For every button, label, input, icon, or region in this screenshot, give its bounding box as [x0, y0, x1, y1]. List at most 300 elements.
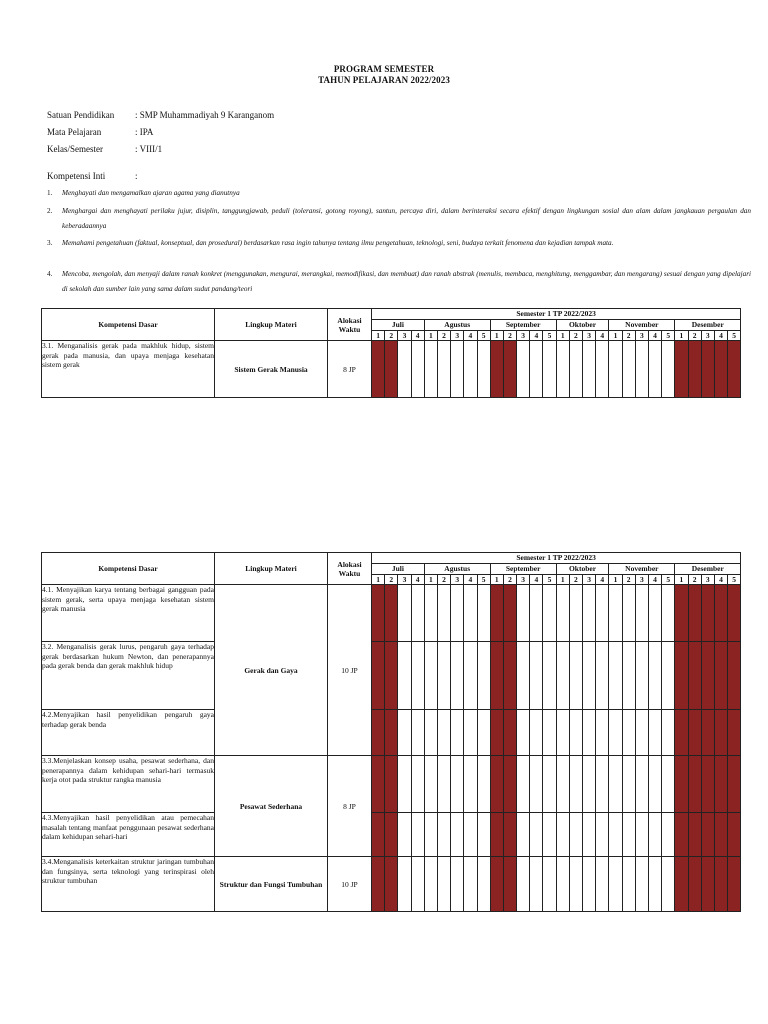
week-cell: [398, 857, 411, 912]
week-cell-blocked: [372, 642, 385, 710]
week-cell: [477, 710, 490, 756]
alokasi-waktu-cell: 10 JP: [328, 857, 372, 912]
week-cell-blocked: [503, 756, 516, 813]
kd-cell: 4.1. Menyajikan karya tentang berbagai gangguan pada sistem gerak, serta upaya menjaga kesehatan sistem gerak manusia: [42, 585, 215, 642]
header-kompetensi-dasar: Kompetensi Dasar: [42, 553, 215, 585]
table-row: [42, 585, 741, 642]
week-cell: [556, 756, 569, 813]
week-cell-blocked: [372, 857, 385, 912]
week-cell-blocked: [701, 813, 714, 857]
week-cell: [437, 642, 450, 710]
week-cell: [517, 642, 530, 710]
page-title: PROGRAM SEMESTER: [333, 64, 435, 74]
week-cell-blocked: [490, 585, 503, 642]
week-cell: [635, 813, 648, 857]
week-number: 5: [728, 575, 741, 585]
week-cell: [543, 585, 556, 642]
info-row: [47, 127, 153, 137]
week-number: 5: [662, 331, 675, 341]
week-cell: [662, 642, 675, 710]
week-cell-blocked: [714, 710, 727, 756]
week-cell: [424, 341, 437, 398]
week-number: 2: [437, 575, 450, 585]
week-cell: [635, 642, 648, 710]
kd-cell: 3.3.Menjelaskan konsep usaha, pesawat sederhana, dan penerapannya dalam kehidupan sehari-hari termasuk kerja otot pada struktur rangka manusia: [42, 756, 215, 813]
info-row: [47, 110, 274, 120]
ki-text: Menghargai dan menghayati perilaku jujur, disiplin, tanggungjawab, peduli (toleransi, gotong royong), santun, percaya diri, dalam berinteraksi secara efektif dengan lingkungan sosial dan alam dalam jangkauan pergaulan dan keberadaannya: [62, 207, 751, 230]
week-cell: [569, 585, 582, 642]
week-number: 5: [543, 331, 556, 341]
week-cell: [569, 756, 582, 813]
week-cell-blocked: [714, 813, 727, 857]
week-number: 2: [385, 331, 398, 341]
week-number: 1: [372, 575, 385, 585]
week-cell-blocked: [701, 642, 714, 710]
week-cell: [464, 710, 477, 756]
week-cell: [648, 813, 661, 857]
week-number: 3: [701, 575, 714, 585]
week-cell: [451, 585, 464, 642]
week-cell-blocked: [728, 857, 741, 912]
week-number: 5: [477, 575, 490, 585]
week-cell: [464, 341, 477, 398]
week-cell: [662, 756, 675, 813]
week-number: 3: [451, 331, 464, 341]
week-cell-blocked: [701, 710, 714, 756]
week-cell: [622, 585, 635, 642]
week-cell: [517, 813, 530, 857]
week-number: 4: [714, 575, 727, 585]
week-cell: [596, 585, 609, 642]
week-cell: [635, 857, 648, 912]
week-cell-blocked: [372, 813, 385, 857]
week-cell-blocked: [372, 710, 385, 756]
week-number: 3: [635, 331, 648, 341]
page-subtitle: TAHUN PELAJARAN 2022/2023: [318, 75, 450, 85]
week-cell: [609, 585, 622, 642]
week-cell: [648, 756, 661, 813]
table-row: [42, 341, 741, 398]
week-cell: [556, 341, 569, 398]
week-cell: [398, 710, 411, 756]
week-cell: [609, 756, 622, 813]
kompetensi-inti-heading: [47, 171, 138, 181]
week-cell: [398, 756, 411, 813]
week-cell-blocked: [503, 341, 516, 398]
month-header: Juli: [372, 320, 425, 331]
week-cell: [596, 341, 609, 398]
week-number: 1: [556, 575, 569, 585]
week-cell: [530, 710, 543, 756]
week-cell-blocked: [714, 642, 727, 710]
week-number: 3: [583, 575, 596, 585]
week-number: 4: [464, 575, 477, 585]
month-header: Agustus: [424, 320, 490, 331]
week-cell: [437, 813, 450, 857]
week-cell-blocked: [728, 585, 741, 642]
week-cell: [451, 857, 464, 912]
kd-cell: 4.2.Menyajikan hasil penyelidikan pengaruh gaya terhadap gerak benda: [42, 710, 215, 756]
week-cell: [543, 710, 556, 756]
week-cell: [556, 857, 569, 912]
week-cell: [398, 642, 411, 710]
week-cell-blocked: [728, 710, 741, 756]
month-header: Desember: [675, 320, 741, 331]
week-cell: [451, 642, 464, 710]
week-number: 1: [424, 575, 437, 585]
week-cell: [451, 341, 464, 398]
week-number: 4: [714, 331, 727, 341]
week-cell: [648, 341, 661, 398]
week-cell: [464, 857, 477, 912]
week-cell-blocked: [714, 341, 727, 398]
table-row: [42, 813, 741, 857]
week-cell: [477, 585, 490, 642]
ki-num: 3.: [47, 239, 53, 247]
week-cell: [477, 857, 490, 912]
info-label: Kelas/Semester: [47, 144, 103, 154]
week-number: 1: [424, 331, 437, 341]
info-row: [47, 144, 162, 154]
week-cell-blocked: [675, 756, 688, 813]
month-header: September: [490, 320, 556, 331]
kd-cell: 3.4.Menganalisis keterkaitan struktur jaringan tumbuhan dan fungsinya, serta teknologi yang terinspirasi oleh struktur tumbuhan: [42, 857, 215, 912]
week-cell-blocked: [675, 642, 688, 710]
week-number: 4: [596, 331, 609, 341]
week-cell: [609, 341, 622, 398]
week-cell: [596, 813, 609, 857]
info-value: : SMP Muhammadiyah 9 Karanganom: [135, 110, 275, 120]
alokasi-waktu-cell: 8 JP: [328, 341, 372, 398]
info-value: : IPA: [135, 127, 154, 137]
week-number: 1: [675, 575, 688, 585]
week-cell: [662, 813, 675, 857]
week-cell-blocked: [675, 813, 688, 857]
ki-item: [47, 204, 751, 234]
week-cell: [622, 710, 635, 756]
lingkup-materi-cell: Gerak dan Gaya: [215, 585, 328, 756]
week-number: 2: [385, 575, 398, 585]
week-cell: [543, 642, 556, 710]
week-cell-blocked: [385, 710, 398, 756]
week-cell: [662, 710, 675, 756]
week-cell-blocked: [701, 756, 714, 813]
week-cell-blocked: [728, 341, 741, 398]
week-cell: [424, 813, 437, 857]
week-cell: [609, 642, 622, 710]
ki-item: [47, 267, 751, 297]
week-cell: [464, 756, 477, 813]
week-cell: [437, 756, 450, 813]
week-number: 1: [609, 575, 622, 585]
week-cell-blocked: [714, 756, 727, 813]
week-number: 3: [517, 331, 530, 341]
week-cell: [451, 756, 464, 813]
week-cell: [530, 756, 543, 813]
week-cell: [569, 813, 582, 857]
week-cell: [622, 642, 635, 710]
week-number: 4: [464, 331, 477, 341]
header-lingkup-materi: Lingkup Materi: [215, 309, 328, 341]
week-number: 2: [622, 331, 635, 341]
week-cell: [411, 710, 424, 756]
week-cell-blocked: [728, 642, 741, 710]
month-header: Desember: [675, 564, 741, 575]
header-semester: Semester 1 TP 2022/2023: [372, 553, 741, 564]
week-number: 4: [648, 331, 661, 341]
week-cell: [622, 756, 635, 813]
week-cell-blocked: [503, 585, 516, 642]
week-number: 5: [728, 331, 741, 341]
info-value: : VIII/1: [135, 144, 163, 154]
ki-heading-label: Kompetensi Inti: [47, 171, 106, 181]
week-cell: [517, 756, 530, 813]
week-cell: [477, 756, 490, 813]
week-cell-blocked: [385, 642, 398, 710]
week-number: 1: [490, 575, 503, 585]
week-cell: [596, 857, 609, 912]
week-cell: [662, 585, 675, 642]
week-cell: [424, 756, 437, 813]
week-cell: [517, 341, 530, 398]
week-number: 5: [662, 575, 675, 585]
week-cell: [662, 341, 675, 398]
week-cell: [609, 857, 622, 912]
week-cell-blocked: [688, 642, 701, 710]
ki-num: 1.: [47, 189, 53, 197]
week-cell: [583, 857, 596, 912]
alokasi-waktu-cell: 8 JP: [328, 756, 372, 857]
lingkup-materi-cell: Sistem Gerak Manusia: [215, 341, 328, 398]
table-row: [42, 710, 741, 756]
week-cell: [648, 857, 661, 912]
week-cell: [530, 341, 543, 398]
week-cell: [569, 710, 582, 756]
week-cell: [556, 710, 569, 756]
week-number: 2: [569, 331, 582, 341]
week-cell: [622, 341, 635, 398]
header-alokasi-waktu: Alokasi Waktu: [328, 309, 372, 341]
week-cell-blocked: [490, 710, 503, 756]
week-cell: [530, 813, 543, 857]
week-cell: [464, 813, 477, 857]
week-cell-blocked: [490, 813, 503, 857]
week-cell: [411, 857, 424, 912]
week-cell: [648, 585, 661, 642]
week-number: 3: [583, 331, 596, 341]
week-cell-blocked: [490, 642, 503, 710]
week-cell: [411, 585, 424, 642]
week-cell-blocked: [503, 642, 516, 710]
week-cell: [543, 756, 556, 813]
ki-item: [47, 236, 751, 251]
week-cell: [424, 710, 437, 756]
week-cell-blocked: [503, 813, 516, 857]
week-cell: [583, 756, 596, 813]
week-cell-blocked: [385, 857, 398, 912]
ki-num: 4.: [47, 270, 53, 278]
week-cell-blocked: [675, 585, 688, 642]
header-lingkup-materi: Lingkup Materi: [215, 553, 328, 585]
week-cell-blocked: [385, 341, 398, 398]
week-cell: [437, 710, 450, 756]
week-cell: [477, 341, 490, 398]
week-number: 5: [543, 575, 556, 585]
week-cell: [648, 642, 661, 710]
week-cell-blocked: [701, 341, 714, 398]
week-number: 1: [609, 331, 622, 341]
week-cell: [464, 642, 477, 710]
week-cell-blocked: [675, 341, 688, 398]
week-cell-blocked: [701, 857, 714, 912]
week-cell: [543, 857, 556, 912]
week-cell: [583, 813, 596, 857]
week-cell: [477, 813, 490, 857]
week-number: 2: [503, 331, 516, 341]
week-number: 2: [622, 575, 635, 585]
lingkup-materi-cell: Pesawat Sederhana: [215, 756, 328, 857]
week-cell-blocked: [688, 710, 701, 756]
week-number: 3: [635, 575, 648, 585]
week-number: 1: [490, 331, 503, 341]
week-number: 3: [398, 331, 411, 341]
week-cell: [517, 710, 530, 756]
ki-text: Mencoba, mengolah, dan menyaji dalam ranah konkret (menggunakan, mengurai, merangkai, memodifikasi, dan membuat) dan ranah abstrak (menulis, membaca, menghitung, menggambar, dan mengarang) sesuai dengan yang dipelajari di sekolah dan sumber lain yang sama dalam sudut pandang/teori: [62, 270, 751, 293]
week-number: 3: [701, 331, 714, 341]
month-header: September: [490, 564, 556, 575]
week-cell: [517, 585, 530, 642]
week-cell: [411, 341, 424, 398]
week-number: 1: [675, 331, 688, 341]
week-cell: [609, 710, 622, 756]
week-number: 3: [451, 575, 464, 585]
week-cell: [530, 585, 543, 642]
week-cell-blocked: [688, 341, 701, 398]
week-cell: [569, 341, 582, 398]
ki-num: 2.: [47, 207, 53, 215]
week-cell-blocked: [490, 341, 503, 398]
header-semester: Semester 1 TP 2022/2023: [372, 309, 741, 320]
week-cell-blocked: [372, 585, 385, 642]
week-number: 2: [688, 575, 701, 585]
week-cell: [635, 756, 648, 813]
week-cell-blocked: [490, 756, 503, 813]
week-cell-blocked: [688, 585, 701, 642]
table-row: [42, 857, 741, 912]
week-cell-blocked: [728, 756, 741, 813]
week-cell: [530, 642, 543, 710]
week-cell: [451, 710, 464, 756]
week-cell: [411, 813, 424, 857]
week-cell-blocked: [385, 813, 398, 857]
month-header: Oktober: [556, 320, 609, 331]
week-cell: [411, 756, 424, 813]
kd-cell: 3.2. Menganalisis gerak lurus, pengaruh gaya terhadap gerak berdasarkan hukum Newton, dan penerapannya pada gerak benda dan gerak makhluk hidup: [42, 642, 215, 710]
header-alokasi-waktu: Alokasi Waktu: [328, 553, 372, 585]
week-cell: [635, 585, 648, 642]
week-number: 4: [530, 331, 543, 341]
week-cell: [583, 642, 596, 710]
week-cell: [411, 642, 424, 710]
week-number: 3: [398, 575, 411, 585]
week-number: 2: [437, 331, 450, 341]
month-header: November: [609, 320, 675, 331]
week-number: 4: [596, 575, 609, 585]
week-cell: [556, 813, 569, 857]
week-number: 5: [477, 331, 490, 341]
week-cell: [398, 585, 411, 642]
week-cell: [648, 710, 661, 756]
table-row: [42, 642, 741, 710]
week-cell: [583, 710, 596, 756]
ki-heading-colon: :: [135, 171, 138, 181]
week-cell-blocked: [372, 756, 385, 813]
week-number: 4: [530, 575, 543, 585]
week-cell-blocked: [675, 857, 688, 912]
week-cell: [424, 857, 437, 912]
week-cell: [662, 857, 675, 912]
week-number: 2: [688, 331, 701, 341]
week-number: 4: [411, 575, 424, 585]
week-cell: [569, 642, 582, 710]
week-number: 4: [411, 331, 424, 341]
week-cell: [464, 585, 477, 642]
week-cell: [556, 642, 569, 710]
week-cell-blocked: [728, 813, 741, 857]
week-cell: [583, 341, 596, 398]
week-cell: [437, 341, 450, 398]
info-label: Mata Pelajaran: [47, 127, 102, 137]
table-row: [42, 756, 741, 813]
week-cell: [609, 813, 622, 857]
week-cell: [556, 585, 569, 642]
schedule-table-1: [41, 308, 741, 398]
week-number: 3: [517, 575, 530, 585]
week-number: 1: [372, 331, 385, 341]
month-header: November: [609, 564, 675, 575]
kd-cell: 3.1. Menganalisis gerak pada makhluk hidup, sistem gerak pada manusia, dan upaya menjaga kesehatan sistem gerak: [42, 341, 215, 398]
ki-text: Memahami pengetahuan (faktual, konseptual, dan prosedural) berdasarkan rasa ingin tahunya tentang ilmu pengetahuan, teknologi, seni, budaya terkait fenomena dan kejadian tampak mata.: [62, 239, 614, 247]
week-cell: [437, 857, 450, 912]
week-cell-blocked: [385, 756, 398, 813]
week-cell: [424, 585, 437, 642]
week-cell-blocked: [688, 813, 701, 857]
week-cell-blocked: [503, 857, 516, 912]
week-cell: [437, 585, 450, 642]
week-cell: [543, 813, 556, 857]
week-cell: [517, 857, 530, 912]
week-cell: [451, 813, 464, 857]
ki-item: [47, 186, 751, 201]
week-cell-blocked: [675, 710, 688, 756]
week-cell: [596, 642, 609, 710]
week-cell: [569, 857, 582, 912]
week-cell: [477, 642, 490, 710]
header-kompetensi-dasar: Kompetensi Dasar: [42, 309, 215, 341]
week-cell: [530, 857, 543, 912]
week-cell: [543, 341, 556, 398]
week-cell: [583, 585, 596, 642]
schedule-table-2: [41, 552, 741, 912]
week-cell: [622, 857, 635, 912]
week-cell-blocked: [714, 857, 727, 912]
month-header: Agustus: [424, 564, 490, 575]
week-cell: [424, 642, 437, 710]
week-cell-blocked: [688, 857, 701, 912]
alokasi-waktu-cell: 10 JP: [328, 585, 372, 756]
week-cell-blocked: [385, 585, 398, 642]
week-cell-blocked: [503, 710, 516, 756]
